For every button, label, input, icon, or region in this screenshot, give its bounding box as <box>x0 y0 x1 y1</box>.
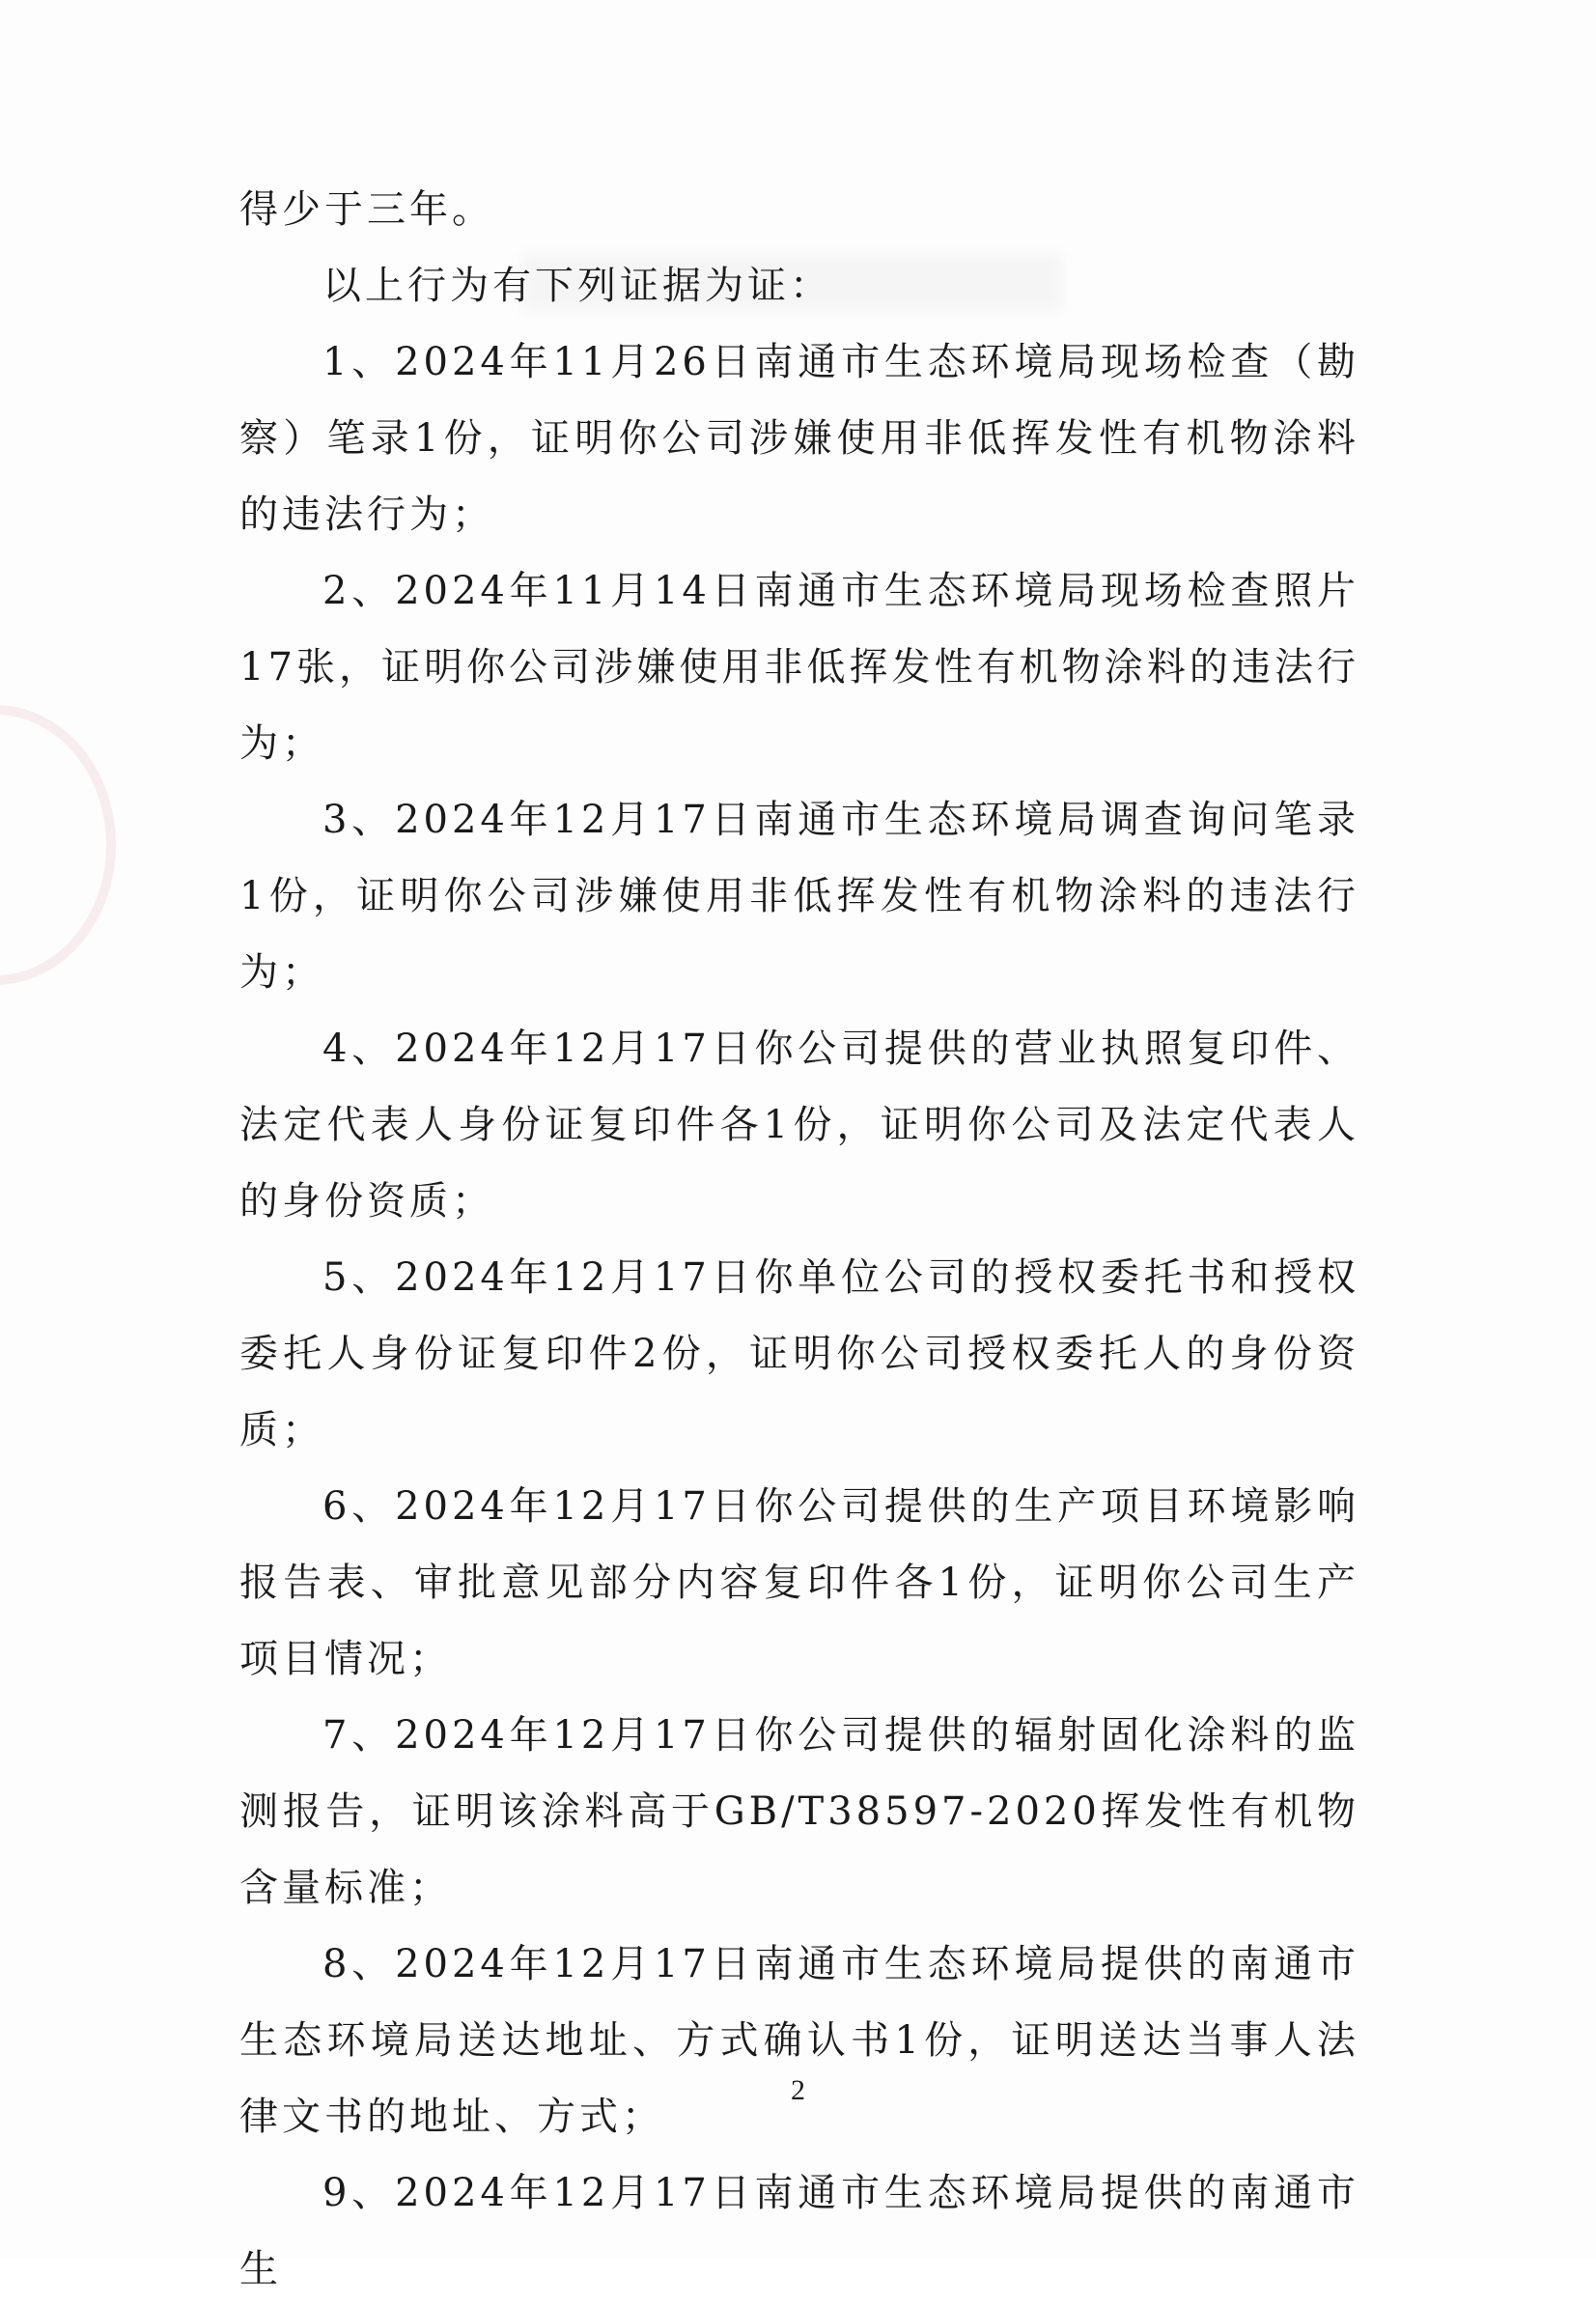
evidence-item-3: 3、2024年12月17日南通市生态环境局调查询问笔录1份，证明你公司涉嫌使用非低挥发性有机物涂料的违法行为； <box>239 798 1359 995</box>
evidence-item-1: 1、2024年11月26日南通市生态环境局现场检查（勘察）笔录1份，证明你公司涉嫌使用非低挥发性有机物涂料的违法行为； <box>239 340 1359 537</box>
page-number: 2 <box>791 2074 805 2106</box>
evidence-item-2: 2、2024年11月14日南通市生态环境局现场检查照片17张，证明你公司涉嫌使用非低挥发性有机物涂料的违法行为； <box>239 569 1359 766</box>
evidence-item-9: 9、2024年12月17日南通市生态环境局提供的南通市生 <box>239 2171 1359 2292</box>
paragraph-continuation: 得少于三年。 <box>239 187 494 232</box>
evidence-item-4: 4、2024年12月17日你公司提供的营业执照复印件、法定代表人身份证复印件各1份，证明你公司及法定代表人的身份资质； <box>239 1027 1359 1224</box>
evidence-item-8: 8、2024年12月17日南通市生态环境局提供的南通市生态环境局送达地址、方式确认书1份，证明送达当事人法律文书的地址、方式； <box>239 1942 1359 2139</box>
paragraph-evidence-intro: 以上行为有下列证据为证： <box>322 264 832 308</box>
evidence-item-6: 6、2024年12月17日你公司提供的生产项目环境影响报告表、审批意见部分内容复印件各1份，证明你公司生产项目情况； <box>239 1484 1359 1681</box>
document-body <box>239 172 1359 2308</box>
evidence-item-5: 5、2024年12月17日你单位公司的授权委托书和授权委托人身份证复印件2份，证明你公司授权委托人的身份资质； <box>239 1255 1359 1452</box>
evidence-item-7: 7、2024年12月17日你公司提供的辐射固化涂料的监测报告，证明该涂料高于GB/T38597-2020挥发性有机物含量标准； <box>239 1713 1359 1910</box>
faded-seal-image <box>0 705 116 985</box>
